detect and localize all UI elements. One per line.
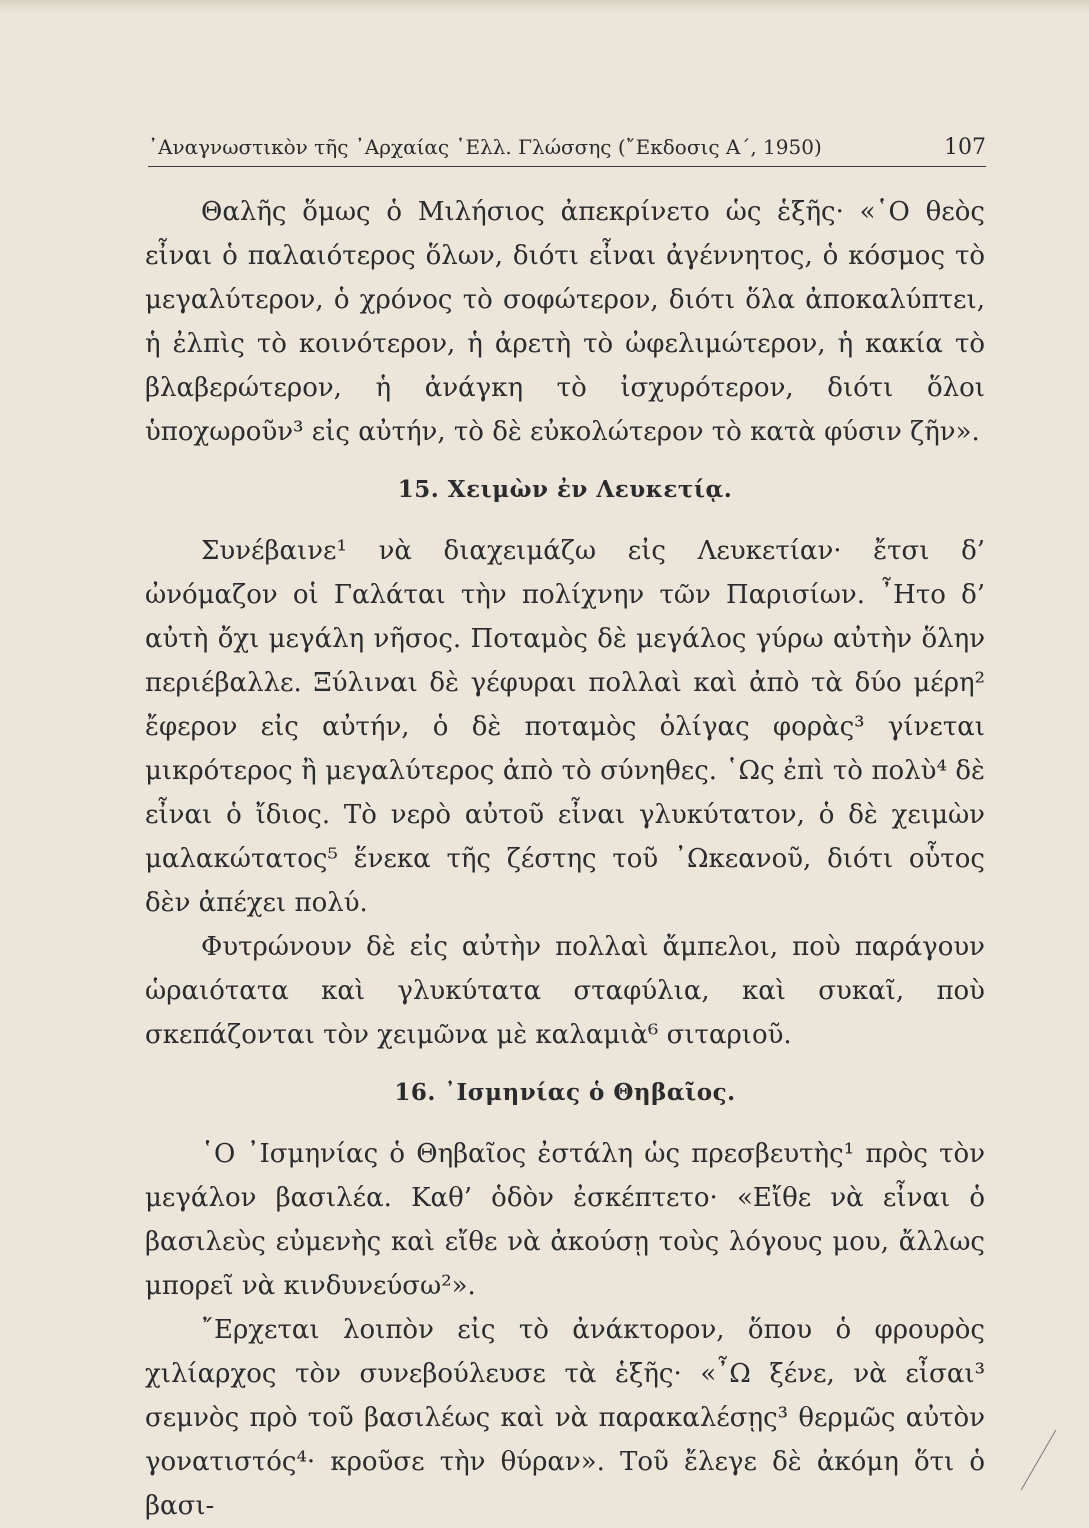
page-top-edge xyxy=(0,0,1089,14)
page-corner-mark xyxy=(1021,1430,1085,1490)
paragraph-ismenias: ῾Ο ᾿Ισμηνίας ὁ Θηβαῖος ἐστάλη ὡς πρεσβευτὴς¹ πρὸς τὸν μεγάλον βασιλέα. Καθ’ ὁδὸν ἐσκέπτετο· «Εἴθε νὰ εἶναι ὁ βασιλεὺς εὐμενὴς καὶ εἴθε νὰ ἀκούσῃ τοὺς λόγους μου, ἄλλως μπορεῖ νὰ κινδυνεύσω²». xyxy=(145,1139,985,1301)
paragraph-vines: Φυτρώνουν δὲ εἰς αὐτὴν πολλαὶ ἄμπελοι, ποὺ παράγουν ὡραιότατα καὶ γλυκύτατα σταφύλια, καὶ συκαῖ, ποὺ σκεπάζονται τὸν χειμῶνα μὲ καλαμιὰ⁶ σιταριοῦ. xyxy=(145,932,985,1050)
paragraph-lutetia: Συνέβαινε¹ νὰ διαχειμάζω εἰς Λευκετίαν· ἔτσι δ’ ὠνόμαζον οἱ Γαλάται τὴν πολίχνην τῶν Παρισίων. ῏Ητο δ’ αὐτὴ ὄχι μεγάλη νῆσος. Ποταμὸς δὲ μεγάλος γύρω αὐτὴν ὅλην περιέβαλλε. Ξύλιναι δὲ γέφυραι πολλαὶ καὶ ἀπὸ τὰ δύο μέρη² ἔφερον εἰς αὐτήν, ὁ δὲ ποταμὸς ὀλίγας φορὰς³ γίνεται μικρότερος ἢ μεγαλύτερος ἀπὸ τὸ σύνηθες. ῾Ως ἐπὶ τὸ πολὺ⁴ δὲ εἶναι ὁ ἴδιος. Τὸ νερὸ αὐτοῦ εἶναι γλυκύτατον, ὁ δὲ χειμὼν μαλακώτατος⁵ ἕνεκα τῆς ζέστης τοῦ ᾿Ωκεανοῦ, διότι οὗτος δὲν ἀπέχει πολύ. xyxy=(145,536,985,918)
section-heading-16: 16. ᾿Ισμηνίας ὁ Θηβαῖος. xyxy=(394,1079,736,1106)
paragraph-palace: ῎Ερχεται λοιπὸν εἰς τὸ ἀνάκτορον, ὅπου ὁ φρουρὸς χιλίαρχος τὸν συνεβούλευσε τὰ ἑξῆς· «῏Ω ξένε, νὰ εἶσαι³ σεμνὸς πρὸ τοῦ βασιλέως καὶ νὰ παρακαλέσῃς³ θερμῶς αὐτὸν γονατιστός⁴· κροῦσε τὴν θύραν». Τοῦ ἔλεγε δὲ ἀκόμη ὅτι ὁ βασι- xyxy=(145,1315,985,1521)
section-heading-15: 15. Χειμὼν ἐν Λευκετίᾳ. xyxy=(397,476,733,503)
running-header xyxy=(148,135,986,167)
paragraph-thales: Θαλῆς ὅμως ὁ Μιλήσιος ἀπεκρίνετο ὡς ἑξῆς· «῾Ο θεὸς εἶναι ὁ παλαιότερος ὅλων, διότι εἶναι ἀγέννητος, ὁ κόσμος τὸ μεγαλύτερον, ὁ χρόνος τὸ σοφώτερον, διότι ὅλα ἀποκαλύπτει, ἡ ἐλπὶς τὸ κοινότερον, ἡ ἀρετὴ τὸ ὠφελιμώτερον, ἡ κακία τὸ βλαβερώτερον, ἡ ἀνάγκη τὸ ἰσχυρότερον, διότι ὅλοι ὑποχωροῦν³ εἰς αὐτήν, τὸ δὲ εὐκολώτερον τὸ κατὰ φύσιν ζῆν». xyxy=(145,197,985,447)
page-body xyxy=(145,190,985,1528)
running-title: ᾿Αναγνωστικὸν τῆς ᾿Αρχαίας ῾Ελλ. Γλώσσης (῎Εκδοσις Α΄, 1950) xyxy=(148,135,822,159)
page-number: 107 xyxy=(944,135,986,160)
